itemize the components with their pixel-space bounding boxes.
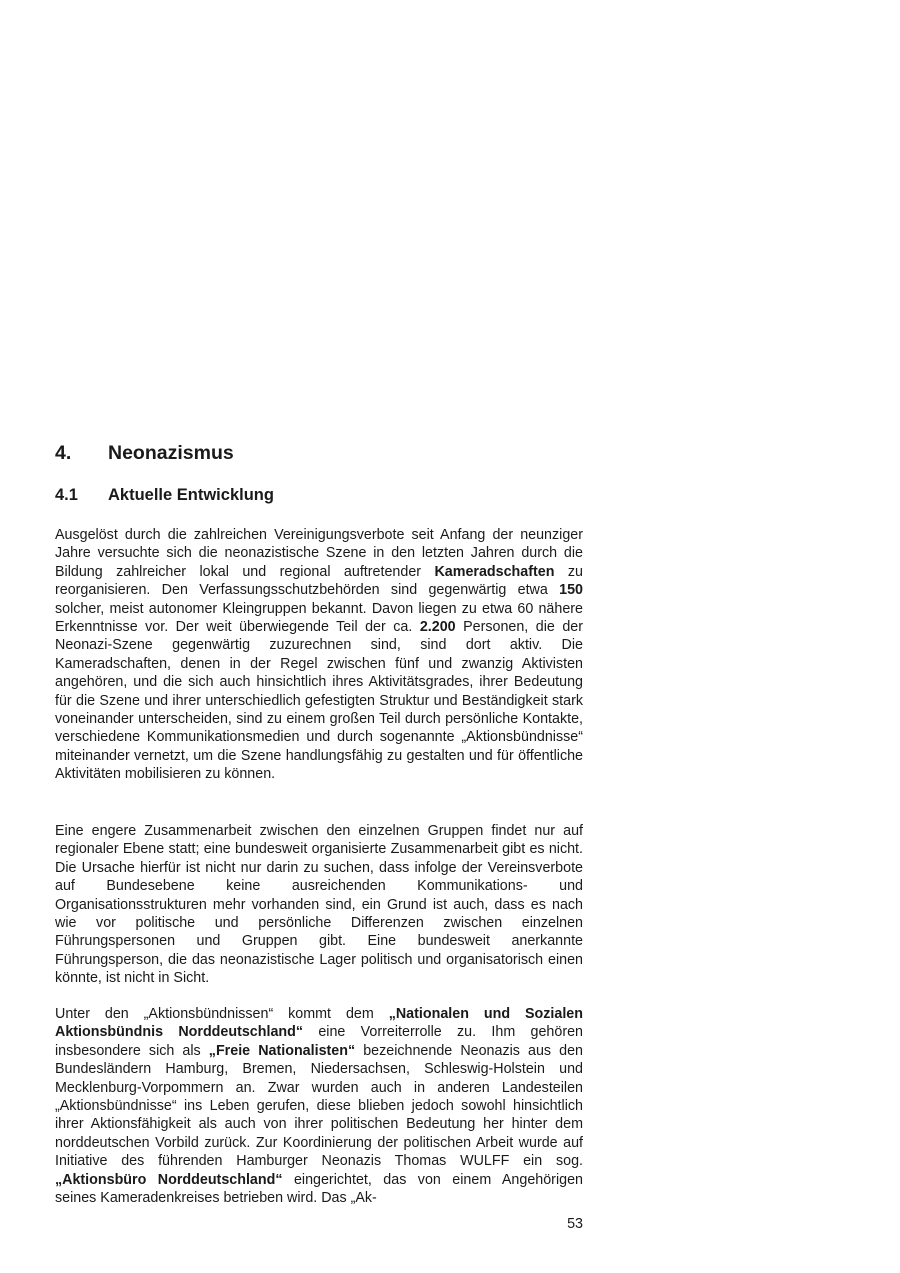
term-kameradschaften: Kameradschaften bbox=[434, 563, 555, 580]
term-freie-nationalisten: „Freie Nationalisten“ bbox=[208, 1042, 356, 1059]
paragraph-2 bbox=[55, 822, 583, 988]
page-number: 53 bbox=[567, 1216, 583, 1232]
paragraph-1-text-a: Ausgelöst durch die zahlreichen Vereinigungsverbote seit Anfang der neunziger Jahre versuchte sich die neonazistische Szene in den letzten Jahren durch die Bildung zahlreicher lokal und regional auftretender bbox=[55, 527, 583, 580]
chapter-heading bbox=[55, 442, 234, 465]
count-persons: 2.200 bbox=[419, 619, 456, 636]
section-title: Aktuelle Entwicklung bbox=[108, 486, 274, 504]
paragraph-3-text-a: Unter den „Aktionsbündnissen“ kommt dem bbox=[55, 1006, 389, 1022]
paragraph-3-text-d: eingerichtet, das von einem Angehörigen seines Kameradenkreises betrieben wird. Das „Ak- bbox=[55, 1171, 583, 1207]
chapter-number: 4. bbox=[55, 442, 72, 464]
term-aktionsbuendnis: „Nationalen und Sozialen Aktionsbündnis Norddeutschland“ bbox=[55, 1006, 583, 1041]
paragraph-1-text-d: Personen, die der Neonazi-Szene gegenwärtig zuzurechnen sind, sind dort aktiv. Die Kameradschaften, denen in der Regel zwischen fünf und zwanzig Aktivisten angehören, und die sich auch hinsichtlich ihres Aktivitätsgrades, ihrer Bedeutung für die Szene und ihrer unterschiedlich gefestigten Struktur und Beständigkeit stark voneinander unterscheiden, sind zu einem großen Teil durch persönliche Kontakte, verschiedene Kommunikationsmedien und durch sogenannte „Aktionsbündnisse“ miteinander vernetzt, um die Szene handlungsfähig zu gestalten und für öffentliche Aktivitäten mobilisieren zu können. bbox=[55, 619, 583, 783]
paragraph-3-text-c: bezeichnende Neonazis aus den Bundesländern Hamburg, Bremen, Niedersachsen, Schleswig-Holstein und Mecklenburg-Vorpommern an. Zwar wurden auch in anderen Landesteilen „Aktionsbündnisse“ ins Leben gerufen, diese blieben jedoch sowohl hinsichtlich ihrer Aktionsfähigkeit als auch von ihrer politischen Bedeutung her hinter dem norddeutschen Vorbild zurück. Zur Koordinierung der politischen Arbeit wurde auf Initiative des führenden Hamburger Neonazis Thomas WULFF ein sog. bbox=[55, 1042, 583, 1170]
paragraph-1-text-b: zu reorganisieren. Den Verfassungsschutzbehörden sind gegenwärtig etwa bbox=[55, 563, 583, 599]
paragraph-1 bbox=[55, 526, 583, 784]
paragraph-3-text-b: eine Vorreiterrolle zu. Ihm gehören insbesondere sich als bbox=[55, 1024, 583, 1059]
count-groups: 150 bbox=[559, 582, 583, 599]
paragraph-2-text: Eine engere Zusammenarbeit zwischen den einzelnen Gruppen findet nur auf regionaler Ebene statt; eine bundesweit organisierte Zusammenarbeit gibt es nicht. Die Ursache hierfür ist nicht nur darin zu suchen, dass infolge der Vereinsverbote auf Bundesebene keine ausreichenden Kommunikations- und Organisationsstrukturen mehr vorhanden sind, ein Grund ist auch, dass es nach wie vor politische und persönliche Differenzen zwischen einzelnen Führungspersonen und Gruppen gibt. Eine bundesweit anerkannte Führungsperson, die das neonazistische Lager politisch und organisatorisch einen könnte, ist nicht in Sicht. bbox=[55, 823, 583, 987]
paragraph-1-text-c: solcher, meist autonomer Kleingruppen bekannt. Davon liegen zu etwa 60 nähere Erkenntnisse vor. Der weit überwiegende Teil der ca. bbox=[55, 600, 583, 636]
section-heading bbox=[55, 486, 274, 505]
paragraph-3 bbox=[55, 1005, 583, 1207]
term-aktionsbuero: „Aktionsbüro Norddeutschland“ bbox=[55, 1171, 283, 1188]
chapter-title: Neonazismus bbox=[108, 442, 234, 464]
section-number: 4.1 bbox=[55, 486, 78, 504]
